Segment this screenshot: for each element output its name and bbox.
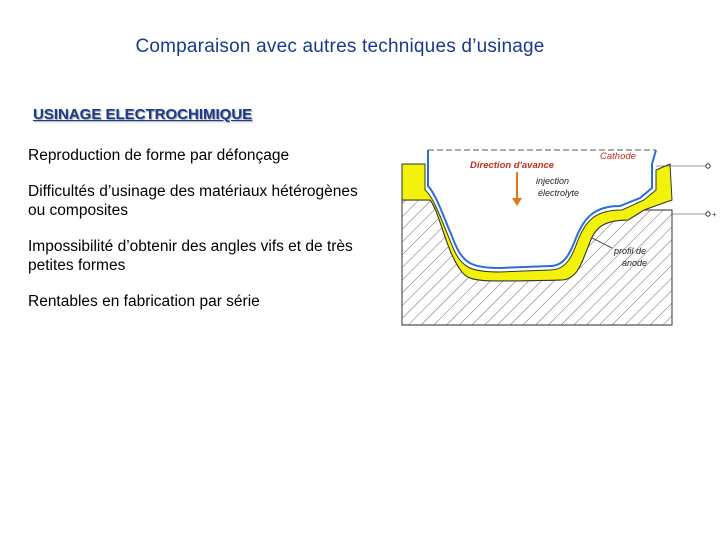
label-injection-1: injection <box>536 176 570 186</box>
bullet-item: Impossibilité d’obtenir des angles vifs et de très petites formes <box>28 238 353 274</box>
terminal-plus-label: + <box>712 210 717 219</box>
bullet-list <box>28 146 358 328</box>
label-profil-2: anode <box>622 258 648 268</box>
bullet-item: Rentables en fabrication par série <box>28 293 260 310</box>
label-injection-2: électrolyte <box>538 188 580 198</box>
ecm-diagram <box>400 142 720 327</box>
feed-arrow-head <box>512 198 522 206</box>
terminal-minus-icon <box>706 164 710 168</box>
label-profil-1: profil de <box>614 246 647 256</box>
bullet-item: Reproduction de forme par défonçage <box>28 147 290 164</box>
terminal-plus-icon <box>706 212 710 216</box>
label-cathode: Cathode <box>600 151 636 162</box>
section-heading: USINAGE ELECTROCHIMIQUE <box>33 106 253 123</box>
slide-title: Comparaison avec autres techniques d’usinage <box>135 36 545 57</box>
bullet-item: Difficultés d’usinage des matériaux hétérogènes ou composites <box>28 183 358 219</box>
label-direction: Direction d'avance <box>470 160 555 171</box>
